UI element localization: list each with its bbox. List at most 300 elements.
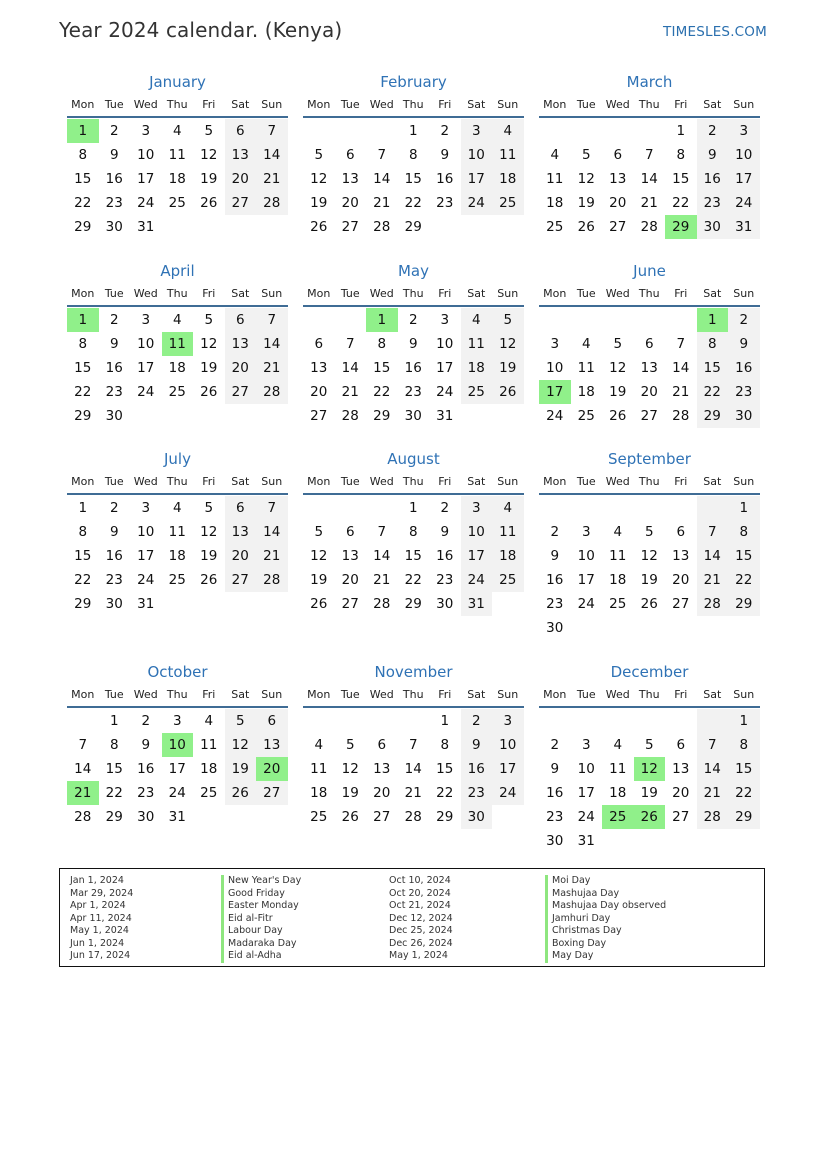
day-cell: 22 bbox=[728, 781, 760, 805]
day-cell: 9 bbox=[109, 147, 119, 163]
holiday-day-cell: 12 bbox=[634, 757, 666, 781]
week-row bbox=[539, 167, 760, 191]
day-cell: 25 bbox=[168, 572, 186, 588]
day-cell: 23 bbox=[461, 781, 493, 805]
day-cell: 1 bbox=[408, 500, 418, 516]
day-cell: 10 bbox=[546, 360, 564, 376]
day-cell: 5 bbox=[314, 147, 324, 163]
week-row bbox=[67, 733, 288, 757]
day-cell: 3 bbox=[141, 312, 151, 328]
day-cell: 23 bbox=[105, 572, 123, 588]
day-cell: 14 bbox=[341, 360, 359, 376]
day-cell: 6 bbox=[613, 147, 623, 163]
empty-cell bbox=[256, 592, 288, 616]
day-cell: 21 bbox=[640, 195, 658, 211]
empty-cell bbox=[162, 404, 194, 428]
day-cell: 14 bbox=[256, 143, 288, 167]
day-cell: 24 bbox=[168, 785, 186, 801]
day-cell: 13 bbox=[672, 761, 690, 777]
day-cell: 28 bbox=[256, 568, 288, 592]
day-cell: 4 bbox=[461, 308, 493, 332]
day-cell: 2 bbox=[440, 500, 450, 516]
weekday-label: Wed bbox=[133, 98, 158, 111]
day-cell: 7 bbox=[256, 496, 288, 520]
week-row bbox=[67, 592, 288, 616]
day-cell: 21 bbox=[256, 544, 288, 568]
day-cell: 15 bbox=[728, 757, 760, 781]
empty-cell bbox=[602, 496, 634, 520]
day-cell: 3 bbox=[550, 336, 560, 352]
header-rule bbox=[539, 493, 760, 495]
day-cell: 12 bbox=[640, 548, 658, 564]
day-cell: 13 bbox=[341, 171, 359, 187]
day-cell: 19 bbox=[200, 171, 218, 187]
weekday-label: Sun bbox=[261, 475, 283, 488]
day-cell: 18 bbox=[546, 195, 564, 211]
empty-cell bbox=[67, 709, 99, 733]
week-row bbox=[303, 143, 524, 167]
day-cell: 12 bbox=[609, 360, 627, 376]
week-row bbox=[303, 404, 524, 428]
empty-cell bbox=[634, 616, 666, 640]
day-cell: 21 bbox=[697, 568, 729, 592]
month-january bbox=[67, 72, 288, 239]
day-cell: 11 bbox=[168, 147, 186, 163]
day-cell: 19 bbox=[310, 195, 328, 211]
day-cell: 22 bbox=[74, 195, 92, 211]
day-cell: 27 bbox=[341, 219, 359, 235]
weekday-label: Wed bbox=[369, 688, 394, 701]
week-row bbox=[67, 496, 288, 520]
day-cell: 30 bbox=[137, 809, 155, 825]
empty-cell bbox=[256, 805, 288, 829]
holiday-name: Eid al-Adha bbox=[221, 950, 301, 963]
empty-cell bbox=[303, 308, 335, 332]
weekday-header bbox=[303, 95, 524, 115]
day-cell: 30 bbox=[105, 219, 123, 235]
month-name: November bbox=[374, 663, 453, 681]
day-cell: 22 bbox=[672, 195, 690, 211]
day-cell: 6 bbox=[345, 524, 355, 540]
day-cell: 13 bbox=[225, 143, 257, 167]
week-row bbox=[539, 380, 760, 404]
month-name: June bbox=[633, 262, 666, 280]
day-cell: 22 bbox=[373, 384, 391, 400]
day-cell: 1 bbox=[408, 123, 418, 139]
day-cell: 5 bbox=[613, 336, 623, 352]
weekday-label: Fri bbox=[674, 98, 688, 111]
header-rule bbox=[539, 706, 760, 708]
day-cell: 23 bbox=[728, 380, 760, 404]
empty-cell bbox=[539, 496, 571, 520]
day-cell: 19 bbox=[609, 384, 627, 400]
weekday-label: Tue bbox=[104, 98, 124, 111]
day-cell: 8 bbox=[697, 332, 729, 356]
day-cell: 24 bbox=[461, 568, 493, 592]
day-cell: 24 bbox=[137, 572, 155, 588]
day-cell: 1 bbox=[109, 713, 119, 729]
week-row bbox=[303, 308, 524, 332]
day-cell: 19 bbox=[200, 548, 218, 564]
day-cell: 2 bbox=[141, 713, 151, 729]
weekday-label: Wed bbox=[369, 287, 394, 300]
day-cell: 20 bbox=[373, 785, 391, 801]
day-cell: 20 bbox=[609, 195, 627, 211]
day-cell: 10 bbox=[492, 733, 524, 757]
day-cell: 3 bbox=[172, 713, 182, 729]
day-cell: 5 bbox=[204, 312, 214, 328]
day-cell: 17 bbox=[168, 761, 186, 777]
weekday-label: Mon bbox=[71, 287, 95, 300]
weekday-label: Mon bbox=[307, 688, 331, 701]
day-cell: 25 bbox=[546, 219, 564, 235]
weekday-label: Wed bbox=[605, 688, 630, 701]
weekday-label: Sat bbox=[467, 98, 486, 111]
week-row bbox=[67, 404, 288, 428]
day-cell: 15 bbox=[436, 761, 454, 777]
empty-cell bbox=[429, 215, 461, 239]
week-row bbox=[67, 568, 288, 592]
day-cell: 4 bbox=[613, 737, 623, 753]
day-cell: 7 bbox=[256, 308, 288, 332]
week-row bbox=[303, 380, 524, 404]
header-rule bbox=[303, 305, 524, 307]
month-june bbox=[539, 261, 760, 428]
holiday-date: Oct 20, 2024 bbox=[389, 887, 451, 899]
day-cell: 10 bbox=[461, 143, 493, 167]
day-cell: 22 bbox=[105, 785, 123, 801]
day-cell: 27 bbox=[640, 408, 658, 424]
day-cell: 18 bbox=[168, 171, 186, 187]
empty-cell bbox=[728, 829, 760, 853]
holiday-list bbox=[59, 868, 765, 967]
week-row bbox=[303, 191, 524, 215]
day-cell: 22 bbox=[74, 384, 92, 400]
day-cell: 10 bbox=[577, 548, 595, 564]
week-row bbox=[67, 167, 288, 191]
day-cell: 21 bbox=[256, 167, 288, 191]
day-cell: 17 bbox=[137, 171, 155, 187]
day-cell: 25 bbox=[310, 809, 328, 825]
day-cell: 10 bbox=[461, 520, 493, 544]
day-cell: 12 bbox=[577, 171, 595, 187]
header-rule bbox=[67, 493, 288, 495]
weekday-label: Mon bbox=[543, 98, 567, 111]
weekday-header bbox=[67, 284, 288, 304]
week-row bbox=[539, 191, 760, 215]
weekday-header bbox=[303, 472, 524, 492]
week-row bbox=[67, 332, 288, 356]
weekday-label: Sun bbox=[261, 98, 283, 111]
day-cell: 29 bbox=[404, 219, 422, 235]
day-cell: 26 bbox=[225, 781, 257, 805]
holiday-day-cell: 1 bbox=[366, 308, 398, 332]
empty-cell bbox=[728, 616, 760, 640]
weekday-label: Mon bbox=[307, 98, 331, 111]
day-cell: 25 bbox=[609, 596, 627, 612]
weekday-label: Fri bbox=[438, 688, 452, 701]
day-cell: 21 bbox=[373, 195, 391, 211]
empty-cell bbox=[634, 119, 666, 143]
holiday-date: Jan 1, 2024 bbox=[70, 875, 124, 886]
day-cell: 7 bbox=[78, 737, 88, 753]
weekday-label: Sat bbox=[703, 475, 722, 488]
week-row bbox=[539, 356, 760, 380]
weekday-label: Tue bbox=[340, 475, 360, 488]
empty-cell bbox=[366, 119, 398, 143]
day-cell: 21 bbox=[341, 384, 359, 400]
day-cell: 4 bbox=[613, 524, 623, 540]
day-cell: 29 bbox=[74, 596, 92, 612]
day-cell: 2 bbox=[440, 123, 450, 139]
weekday-label: Thu bbox=[166, 688, 188, 701]
day-cell: 14 bbox=[697, 757, 729, 781]
weekday-label: Sun bbox=[733, 688, 755, 701]
weekday-label: Fri bbox=[438, 287, 452, 300]
holiday-day-cell: 10 bbox=[162, 733, 194, 757]
empty-cell bbox=[335, 496, 367, 520]
day-cell: 20 bbox=[225, 356, 257, 380]
day-cell: 24 bbox=[577, 809, 595, 825]
day-cell: 26 bbox=[577, 219, 595, 235]
weekday-label: Fri bbox=[674, 287, 688, 300]
weekday-label: Wed bbox=[605, 98, 630, 111]
day-cell: 30 bbox=[105, 596, 123, 612]
day-cell: 1 bbox=[440, 713, 450, 729]
day-cell: 23 bbox=[436, 572, 454, 588]
day-cell: 9 bbox=[550, 761, 560, 777]
empty-cell bbox=[634, 308, 666, 332]
holiday-name: Good Friday bbox=[221, 888, 301, 901]
empty-cell bbox=[335, 709, 367, 733]
day-cell: 5 bbox=[581, 147, 591, 163]
week-row bbox=[67, 119, 288, 143]
holiday-name: New Year's Day bbox=[221, 875, 301, 888]
day-cell: 29 bbox=[697, 404, 729, 428]
holiday-name: Madaraka Day bbox=[221, 938, 301, 951]
weekday-header bbox=[539, 472, 760, 492]
week-row bbox=[539, 709, 760, 733]
site-link[interactable]: TIMESLES.COM bbox=[663, 24, 767, 40]
month-name: July bbox=[164, 450, 191, 468]
day-cell: 12 bbox=[341, 761, 359, 777]
weekday-label: Tue bbox=[340, 287, 360, 300]
weekday-label: Wed bbox=[133, 475, 158, 488]
day-cell: 20 bbox=[341, 195, 359, 211]
day-cell: 17 bbox=[577, 785, 595, 801]
day-cell: 22 bbox=[404, 195, 422, 211]
weekday-label: Mon bbox=[71, 688, 95, 701]
empty-cell bbox=[634, 496, 666, 520]
weekday-header bbox=[539, 685, 760, 705]
empty-cell bbox=[634, 829, 666, 853]
weekday-header bbox=[67, 685, 288, 705]
month-name: March bbox=[626, 73, 673, 91]
month-name: October bbox=[147, 663, 208, 681]
day-cell: 14 bbox=[672, 360, 690, 376]
day-cell: 23 bbox=[546, 809, 564, 825]
day-cell: 30 bbox=[546, 620, 564, 636]
day-cell: 31 bbox=[168, 809, 186, 825]
day-cell: 15 bbox=[404, 171, 422, 187]
day-cell: 18 bbox=[168, 548, 186, 564]
day-cell: 5 bbox=[204, 500, 214, 516]
day-cell: 27 bbox=[373, 809, 391, 825]
empty-cell bbox=[366, 496, 398, 520]
week-row bbox=[539, 404, 760, 428]
day-cell: 15 bbox=[672, 171, 690, 187]
weekday-label: Fri bbox=[438, 98, 452, 111]
day-cell: 18 bbox=[609, 572, 627, 588]
day-cell: 16 bbox=[137, 761, 155, 777]
weekday-label: Thu bbox=[166, 475, 188, 488]
day-cell: 13 bbox=[373, 761, 391, 777]
day-cell: 30 bbox=[697, 215, 729, 239]
day-cell: 6 bbox=[345, 147, 355, 163]
week-row bbox=[303, 757, 524, 781]
day-cell: 25 bbox=[577, 408, 595, 424]
day-cell: 28 bbox=[640, 219, 658, 235]
holiday-name: Eid al-Fitr bbox=[221, 913, 301, 926]
holiday-day-cell: 21 bbox=[67, 781, 99, 805]
header-rule bbox=[67, 706, 288, 708]
day-cell: 4 bbox=[492, 496, 524, 520]
header-rule bbox=[303, 493, 524, 495]
empty-cell bbox=[130, 404, 162, 428]
empty-cell bbox=[225, 805, 257, 829]
day-cell: 19 bbox=[492, 356, 524, 380]
day-cell: 27 bbox=[609, 219, 627, 235]
weekday-label: Sun bbox=[733, 98, 755, 111]
week-row bbox=[539, 616, 760, 640]
week-row bbox=[539, 733, 760, 757]
holiday-day-cell: 17 bbox=[539, 380, 571, 404]
holiday-date: Oct 10, 2024 bbox=[389, 875, 451, 886]
day-cell: 11 bbox=[609, 548, 627, 564]
day-cell: 17 bbox=[461, 167, 493, 191]
day-cell: 26 bbox=[640, 596, 658, 612]
day-cell: 31 bbox=[137, 219, 155, 235]
day-cell: 1 bbox=[728, 496, 760, 520]
weekday-label: Sat bbox=[231, 688, 250, 701]
day-cell: 2 bbox=[550, 737, 560, 753]
day-cell: 29 bbox=[373, 408, 391, 424]
day-cell: 11 bbox=[168, 524, 186, 540]
day-cell: 7 bbox=[256, 119, 288, 143]
day-cell: 8 bbox=[676, 147, 686, 163]
weekday-label: Sun bbox=[497, 475, 519, 488]
empty-cell bbox=[665, 496, 697, 520]
day-cell: 17 bbox=[436, 360, 454, 376]
day-cell: 20 bbox=[672, 785, 690, 801]
day-cell: 9 bbox=[109, 336, 119, 352]
day-cell: 17 bbox=[492, 757, 524, 781]
day-cell: 16 bbox=[436, 548, 454, 564]
day-cell: 27 bbox=[310, 408, 328, 424]
day-cell: 22 bbox=[697, 380, 729, 404]
month-name: May bbox=[397, 262, 429, 280]
holiday-name: May Day bbox=[545, 950, 666, 963]
day-cell: 26 bbox=[200, 572, 218, 588]
day-cell: 14 bbox=[256, 332, 288, 356]
day-cell: 16 bbox=[697, 167, 729, 191]
day-cell: 8 bbox=[377, 336, 387, 352]
weekday-label: Thu bbox=[638, 688, 660, 701]
day-cell: 27 bbox=[225, 380, 257, 404]
day-cell: 2 bbox=[550, 524, 560, 540]
day-cell: 19 bbox=[225, 757, 257, 781]
month-may bbox=[303, 261, 524, 428]
day-cell: 31 bbox=[137, 596, 155, 612]
day-cell: 15 bbox=[74, 360, 92, 376]
empty-cell bbox=[335, 119, 367, 143]
day-cell: 9 bbox=[141, 737, 151, 753]
weekday-label: Fri bbox=[202, 475, 216, 488]
day-cell: 14 bbox=[697, 544, 729, 568]
day-cell: 26 bbox=[341, 809, 359, 825]
day-cell: 16 bbox=[404, 360, 422, 376]
day-cell: 11 bbox=[461, 332, 493, 356]
weekday-label: Tue bbox=[104, 287, 124, 300]
day-cell: 25 bbox=[168, 384, 186, 400]
day-cell: 22 bbox=[436, 785, 454, 801]
day-cell: 7 bbox=[697, 733, 729, 757]
day-cell: 12 bbox=[200, 336, 218, 352]
holiday-day-cell: 1 bbox=[697, 308, 729, 332]
empty-cell bbox=[665, 616, 697, 640]
weekday-label: Sun bbox=[497, 688, 519, 701]
day-cell: 25 bbox=[461, 380, 493, 404]
day-cell: 18 bbox=[461, 356, 493, 380]
day-cell: 16 bbox=[436, 171, 454, 187]
day-cell: 8 bbox=[728, 520, 760, 544]
day-cell: 17 bbox=[137, 360, 155, 376]
holiday-name: Boxing Day bbox=[545, 938, 666, 951]
week-row bbox=[303, 568, 524, 592]
week-row bbox=[539, 781, 760, 805]
day-cell: 7 bbox=[377, 524, 387, 540]
weekday-label: Fri bbox=[202, 688, 216, 701]
day-cell: 29 bbox=[728, 805, 760, 829]
day-cell: 9 bbox=[728, 332, 760, 356]
day-cell: 5 bbox=[314, 524, 324, 540]
day-cell: 25 bbox=[492, 568, 524, 592]
day-cell: 23 bbox=[436, 195, 454, 211]
day-cell: 3 bbox=[461, 496, 493, 520]
empty-cell bbox=[571, 119, 603, 143]
day-cell: 29 bbox=[74, 219, 92, 235]
week-row bbox=[67, 781, 288, 805]
empty-cell bbox=[602, 308, 634, 332]
day-cell: 23 bbox=[105, 195, 123, 211]
day-cell: 29 bbox=[728, 592, 760, 616]
weekday-label: Mon bbox=[71, 475, 95, 488]
day-cell: 23 bbox=[697, 191, 729, 215]
day-cell: 13 bbox=[672, 548, 690, 564]
day-cell: 4 bbox=[492, 119, 524, 143]
week-row bbox=[303, 733, 524, 757]
week-row bbox=[303, 544, 524, 568]
day-cell: 12 bbox=[310, 548, 328, 564]
day-cell: 1 bbox=[728, 709, 760, 733]
day-cell: 13 bbox=[225, 332, 257, 356]
week-row bbox=[67, 380, 288, 404]
day-cell: 21 bbox=[672, 384, 690, 400]
holiday-date: May 1, 2024 bbox=[70, 925, 129, 936]
day-cell: 30 bbox=[105, 408, 123, 424]
day-cell: 21 bbox=[697, 781, 729, 805]
day-cell: 22 bbox=[728, 568, 760, 592]
